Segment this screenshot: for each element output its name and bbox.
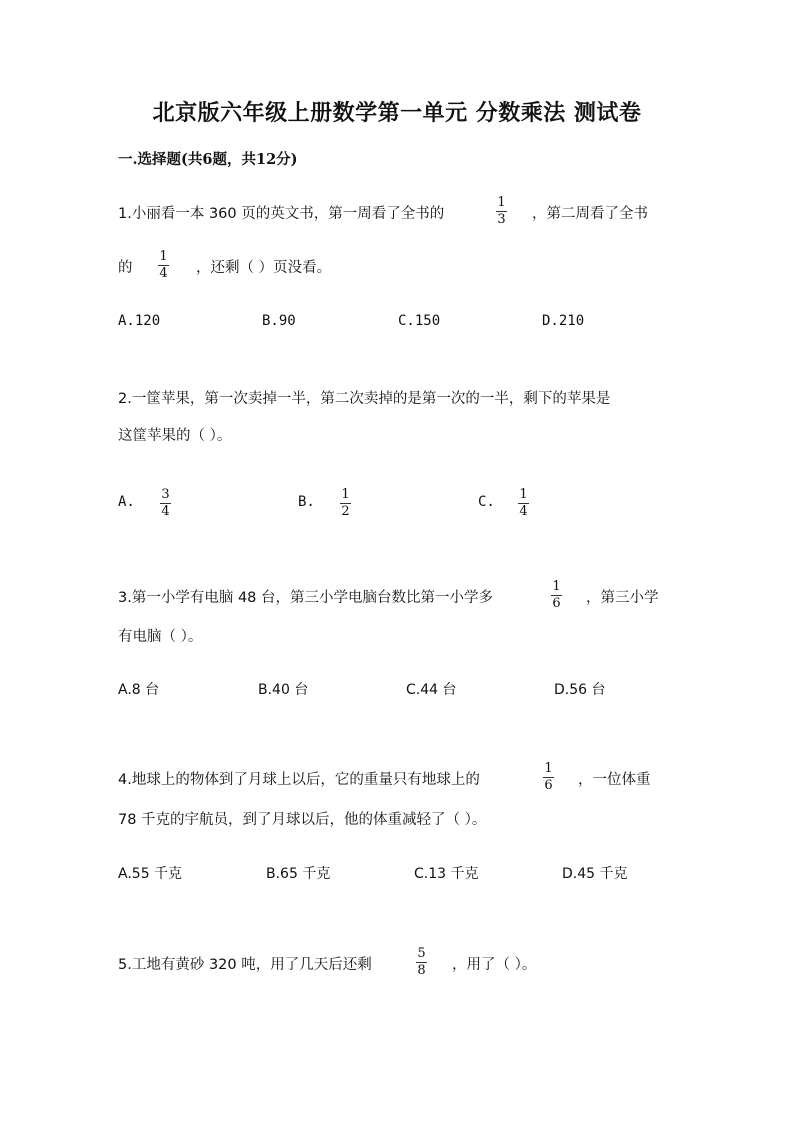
fraction-denominator: 8 <box>417 963 426 978</box>
fraction-denominator: 4 <box>159 266 168 281</box>
q5-line1-tail: ，用了（ ）。 <box>452 957 537 973</box>
fraction-denominator: 6 <box>552 596 561 611</box>
q3-line1-tail: ，第三小学 <box>586 590 659 606</box>
q2-option-c-fraction <box>518 488 529 519</box>
q4-fraction-one-sixth <box>543 762 554 793</box>
q3-option-b[interactable]: B.40 台 <box>258 682 309 698</box>
q4-line2: 78 千克的宇航员，到了月球以后，他的体重减轻了（ ）。 <box>118 812 487 828</box>
q4-option-a[interactable]: A.55 千克 <box>118 866 183 882</box>
q2-option-b-fraction <box>340 488 351 519</box>
q2-option-a-label[interactable]: A. <box>118 494 135 510</box>
fraction-numerator: 1 <box>159 249 168 264</box>
section-header: 一.选择题(共6题，共12分) <box>118 151 298 168</box>
fraction-denominator: 6 <box>544 778 553 793</box>
fraction-numerator: 1 <box>519 487 528 502</box>
fraction-denominator: 2 <box>341 504 350 519</box>
q5-line1-text: 5.工地有黄砂 320 吨，用了几天后还剩 <box>118 957 372 973</box>
q1-fraction-one-third <box>496 196 507 227</box>
page-title: 北京版六年级上册数学第一单元 分数乘法 测试卷 <box>152 100 642 126</box>
q4-option-b[interactable]: B.65 千克 <box>266 866 331 882</box>
q1-option-b[interactable]: B.90 <box>262 313 296 329</box>
q2-option-c-label[interactable]: C. <box>478 494 495 510</box>
q1-option-c[interactable]: C.150 <box>398 313 441 329</box>
q3-line2: 有电脑（ ）。 <box>118 629 203 645</box>
q2-line1: 2.一筐苹果，第一次卖掉一半，第二次卖掉的是第一次的一半，剩下的苹果是 <box>118 391 611 407</box>
fraction-denominator: 4 <box>161 504 170 519</box>
q3-option-a[interactable]: A.8 台 <box>118 682 160 698</box>
fraction-numerator: 3 <box>161 487 170 502</box>
q4-option-c[interactable]: C.13 千克 <box>414 866 479 882</box>
q3-line1-text: 3.第一小学有电脑 48 台，第三小学电脑台数比第一小学多 <box>118 590 494 606</box>
q1-option-a[interactable]: A.120 <box>118 313 161 329</box>
q1-line1-text: 1.小丽看一本 360 页的英文书，第一周看了全书的 <box>118 206 445 222</box>
q5-fraction-five-eighths <box>416 947 427 978</box>
fraction-numerator: 1 <box>497 195 506 210</box>
q3-option-d[interactable]: D.56 台 <box>554 682 606 698</box>
fraction-denominator: 4 <box>519 504 528 519</box>
fraction-numerator: 1 <box>544 761 553 776</box>
q4-option-d[interactable]: D.45 千克 <box>562 866 628 882</box>
q2-line2: 这筐苹果的（ ）。 <box>118 428 232 444</box>
q4-line1-tail: ，一位体重 <box>578 772 651 788</box>
q4-line1-text: 4.地球上的物体到了月球上以后，它的重量只有地球上的 <box>118 772 480 788</box>
q3-fraction-one-sixth <box>551 580 562 611</box>
q1-line2-head: 的 <box>118 260 133 276</box>
q1-line2-tail: ，还剩（ ）页没看。 <box>196 260 332 276</box>
q1-fraction-one-quarter <box>158 250 169 281</box>
q1-option-d[interactable]: D.210 <box>542 313 585 329</box>
q1-line1-tail: ，第二周看了全书 <box>532 206 648 222</box>
q2-option-a-fraction <box>160 488 171 519</box>
fraction-denominator: 3 <box>497 212 506 227</box>
q3-option-c[interactable]: C.44 台 <box>406 682 457 698</box>
fraction-numerator: 1 <box>341 487 350 502</box>
fraction-numerator: 1 <box>552 579 561 594</box>
q2-option-b-label[interactable]: B. <box>298 494 315 510</box>
fraction-numerator: 5 <box>417 946 426 961</box>
